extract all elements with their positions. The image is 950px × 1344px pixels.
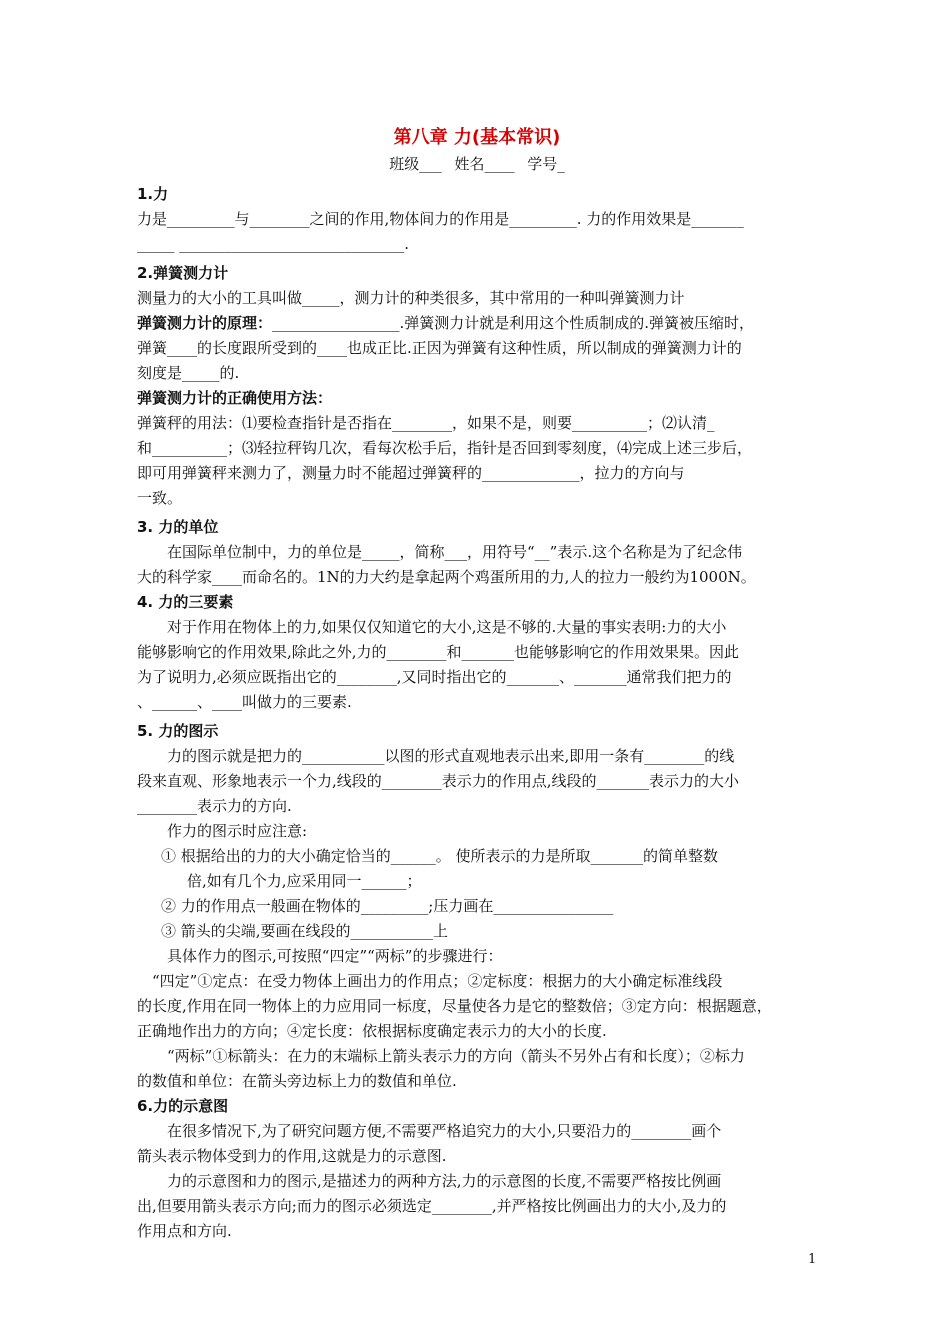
- section-4-heading: 4. 力的三要素: [137, 593, 234, 611]
- class-field-label: 班级___: [389, 155, 442, 173]
- section-3-heading: 3. 力的单位: [137, 518, 219, 536]
- section-2-line-3: 弹簧____的长度跟所受到的____也成正比.正因为弹簧有这种性质，所以制成的弹簧测力计的: [137, 339, 742, 357]
- section-6-line-1: 在很多情况下,为了研究问题方便,不需要严格追究力的大小,只要沿力的________画个: [167, 1122, 722, 1140]
- section-2-line-7: 即可用弹簧秤来测力了，测量力时不能超过弹簧秤的_____________，拉力的方向与: [137, 464, 685, 482]
- section-6-line-4: 出,但要用箭头表示方向;而力的图示必须选定________,并严格按比例画出力的大小,及力的: [137, 1197, 727, 1215]
- section-2-principle-line: [137, 311, 817, 336]
- usage-heading: 弹簧测力计的正确使用方法：: [137, 389, 333, 407]
- section-5-line-4: 作力的图示时应注意:: [167, 822, 308, 840]
- student-info-line: [137, 152, 817, 176]
- section-4-line-4: 、______、____叫做力的三要素.: [137, 693, 352, 711]
- principle-label: 弹簧测力计的原理：: [137, 314, 273, 332]
- section-6-line-3: 力的示意图和力的图示,是描述力的两种方法,力的示意图的长度,不需要严格按比例画: [167, 1172, 722, 1190]
- note-item-2: ② 力的作用点一般画在物体的_________;压力画在________________: [161, 897, 614, 915]
- principle-text: _________________.弹簧测力计就是利用这个性质制成的.弹簧被压缩时，: [272, 314, 755, 332]
- page-number: 1: [808, 1252, 817, 1267]
- section-6-line-2: 箭头表示物体受到力的作用,这就是力的示意图.: [137, 1147, 447, 1165]
- section-1-heading: 1.力: [137, 185, 169, 203]
- id-field-label: 学号_: [527, 155, 565, 173]
- section-6-heading: 6.力的示意图: [137, 1097, 229, 1115]
- section-4-line-3: 为了说明力,必须应既指出它的________,又同时指出它的_______、_______通常我们把力的: [137, 668, 732, 686]
- section-5-line-6: “四定”①定点：在受力物体上画出力的作用点；②定标度：根据力的大小确定标准线段: [152, 972, 723, 990]
- page-title: 第八章 力(基本常识): [393, 127, 561, 148]
- section-5-line-8: 正确地作出力的方向；④定长度：依根据标度确定表示力的大小的长度.: [137, 1022, 607, 1040]
- section-5-line-5: 具体作力的图示,可按照“四定”“两标”的步骤进行：: [167, 947, 503, 965]
- section-5-line-1: 力的图示就是把力的___________以图的形式直观地表示出来,即用一条有________的线: [167, 747, 735, 765]
- section-3-line-2: 大的科学家____而命名的。1N的力大约是拿起两个鸡蛋所用的力,人的拉力一般约为1000N。: [137, 568, 756, 586]
- section-5-line-10: 的数值和单位：在箭头旁边标上力的数值和单位.: [137, 1072, 457, 1090]
- name-field-label: 姓名____: [454, 155, 515, 173]
- section-1-line-2: _____ ______________________________.: [137, 235, 410, 253]
- section-5-line-2: 段来直观、形象地表示一个力,线段的________表示力的作用点,线段的_______表示力的大小: [137, 772, 740, 790]
- note-item-1: ① 根据给出的力的大小确定恰当的______。 使所表示的力是所取_______的简单整数: [161, 847, 719, 865]
- section-2-line-8: 一致。: [137, 489, 183, 507]
- section-5-line-7: 的长度,作用在同一物体上的力应用同一标度，尽量使各力是它的整数倍；③定方向：根据题意，: [137, 997, 772, 1015]
- section-5-heading: 5. 力的图示: [137, 722, 219, 740]
- section-2-line-6: 和__________；⑶轻拉秤钩几次，看每次松手后，指针是否回到零刻度，⑷完成上述三步后，: [137, 439, 753, 457]
- section-6-line-5: 作用点和方向.: [137, 1222, 232, 1240]
- section-4-line-1: 对于作用在物体上的力,如果仅仅知道它的大小,这是不够的.大量的事实表明:力的大小: [167, 618, 727, 636]
- document-content: [137, 124, 817, 1244]
- note-item-1-cont: 倍,如有几个力,应采用同一______；: [187, 872, 422, 890]
- section-2-line-1: 测量力的大小的工具叫做_____，测力计的种类很多，其中常用的一种叫弹簧测力计: [137, 289, 685, 307]
- section-2-line-4: 刻度是_____的.: [137, 364, 240, 382]
- section-1-line-1: 力是_________与________之间的作用,物体间力的作用是_________. 力的作用效果是_______: [137, 210, 744, 228]
- section-2-line-5: 弹簧秤的用法：⑴要检查指针是否指在________，如果不是，则要__________；⑵认清_: [137, 414, 715, 432]
- section-5-line-3: ________表示力的方向.: [137, 797, 292, 815]
- section-2-heading: 2.弹簧测力计: [137, 264, 229, 282]
- section-5-line-9: “两标”①标箭头：在力的末端标上箭头表示力的方向（箭头不另外占有和长度）；②标力: [167, 1047, 745, 1065]
- section-4-line-2: 能够影响它的作用效果,除此之外,力的________和_______也能够影响它的作用效果果。因此: [137, 643, 740, 661]
- section-3-line-1: 在国际单位制中，力的单位是_____，简称___，用符号“__”表示.这个名称是为了纪念伟: [167, 543, 743, 561]
- note-item-3: ③ 箭头的尖端,要画在线段的___________上: [161, 922, 449, 940]
